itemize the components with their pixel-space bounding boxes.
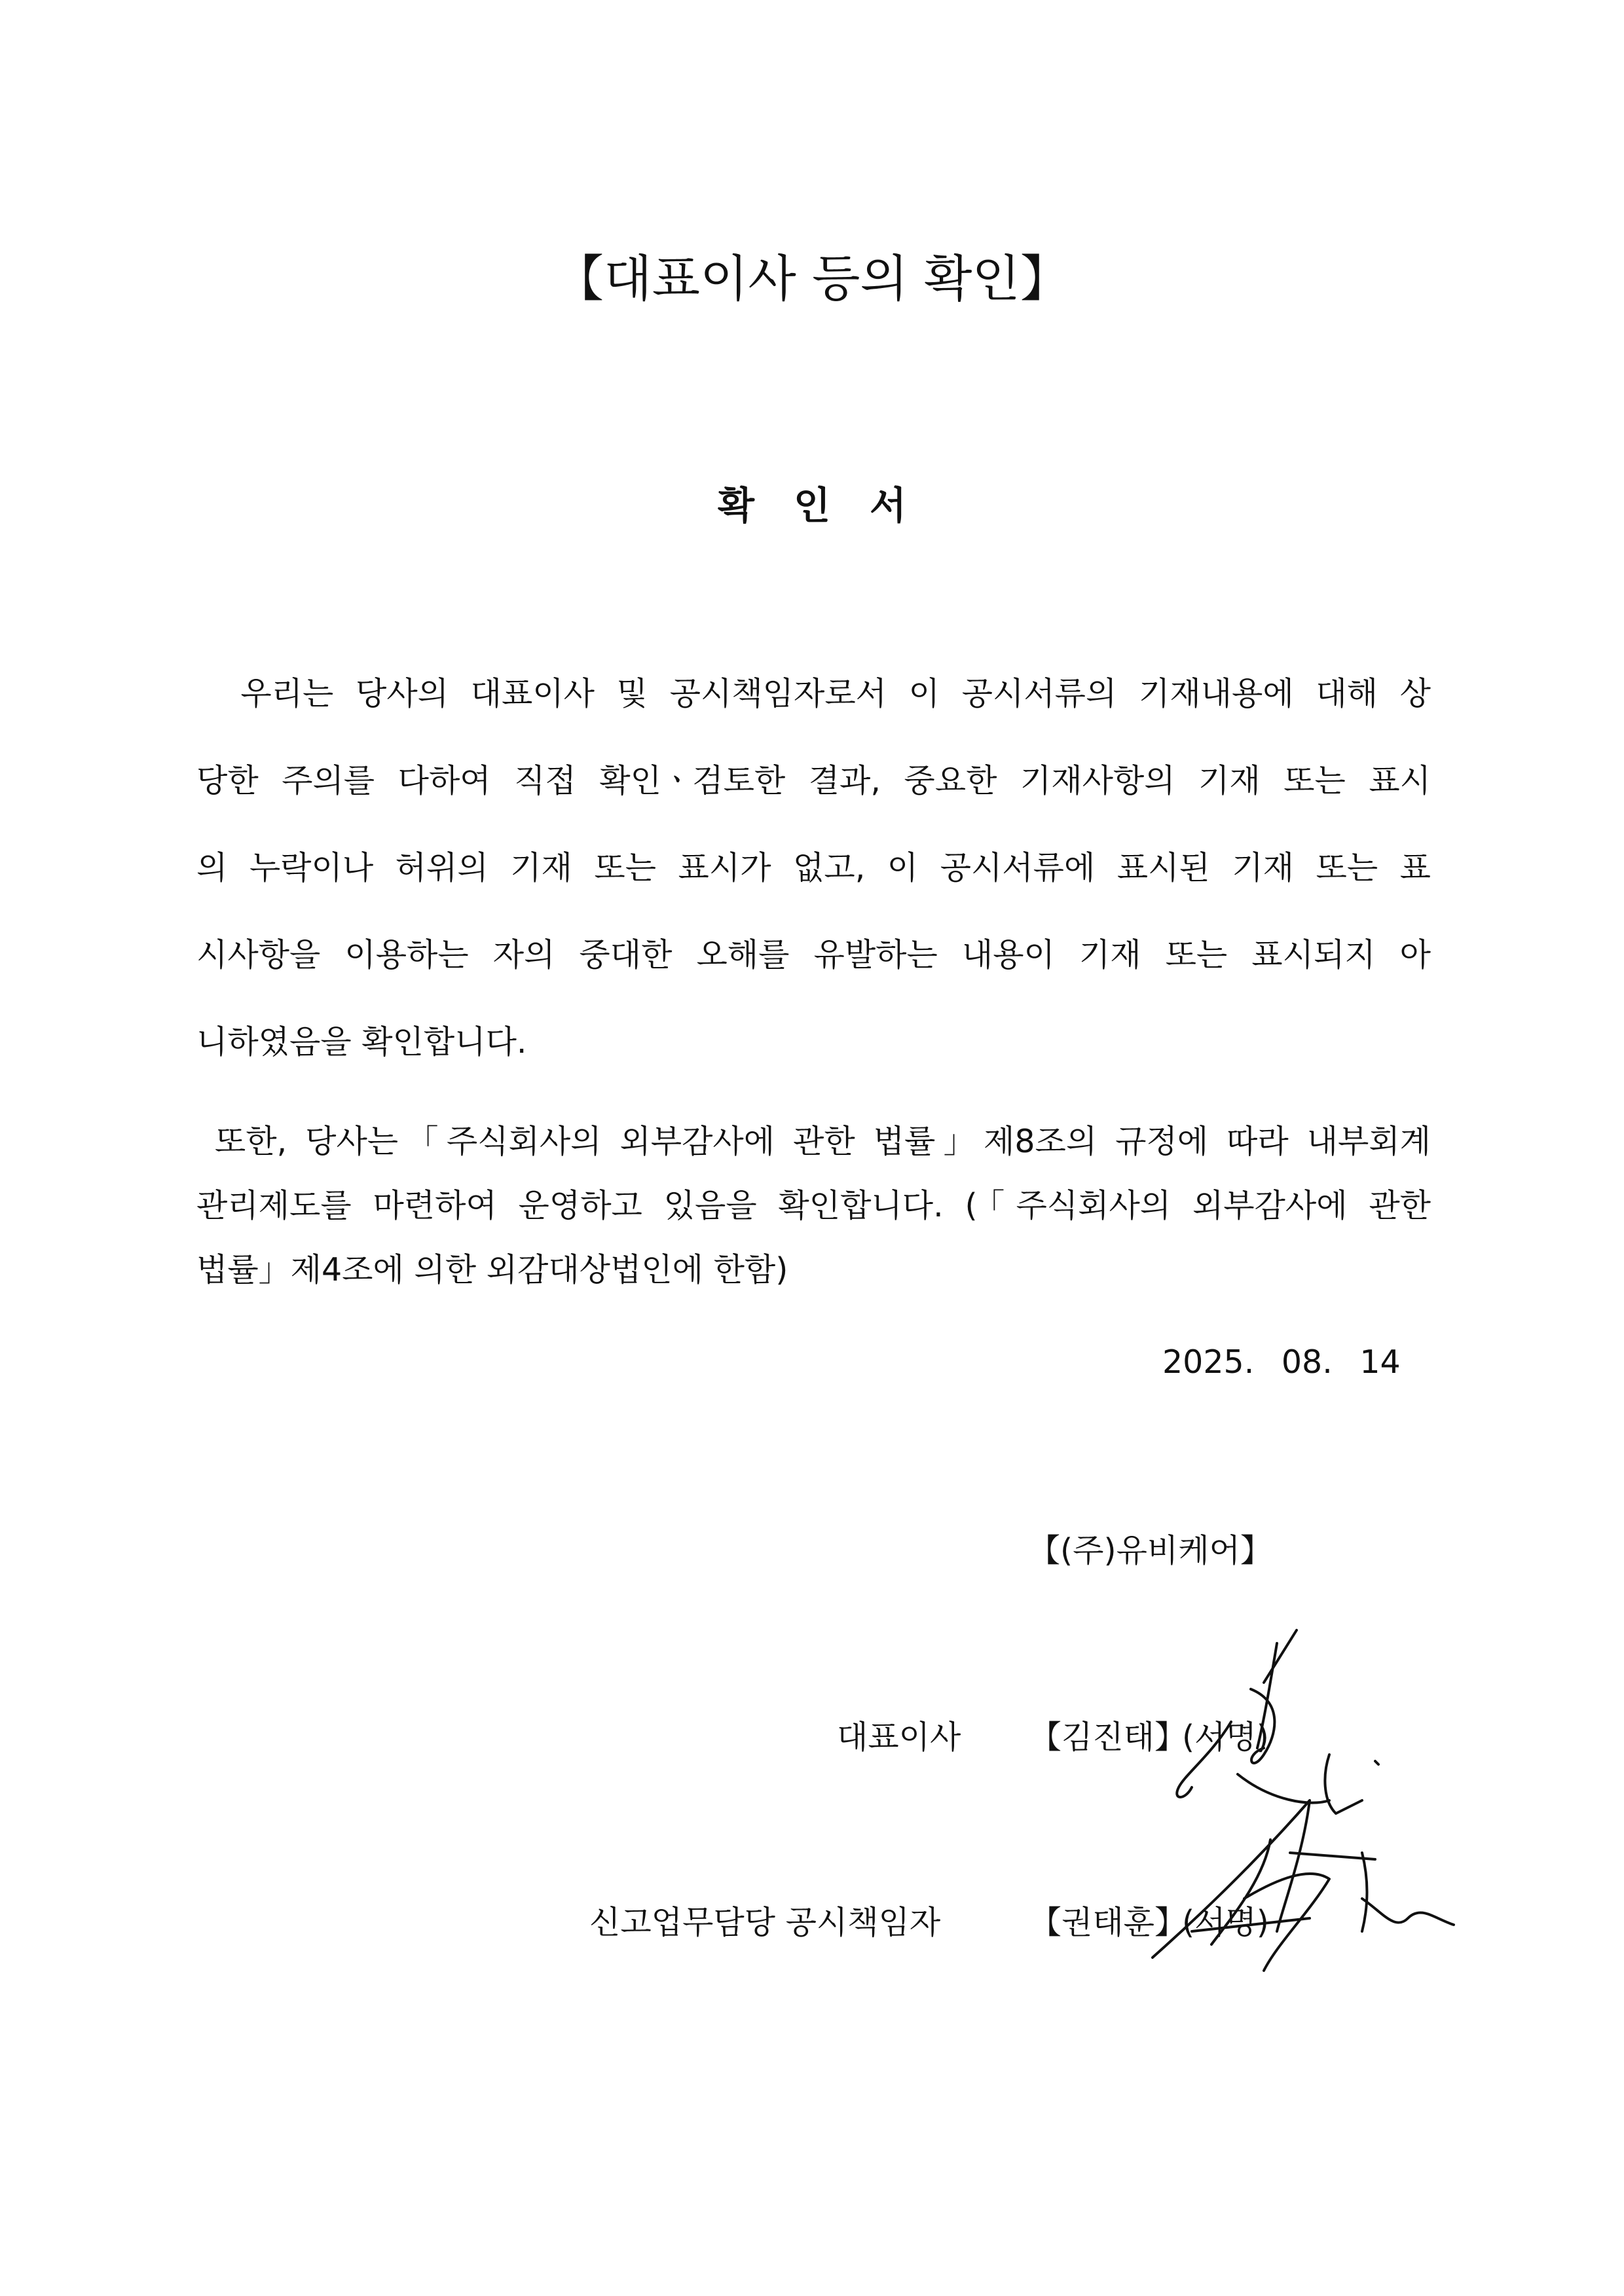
paragraph-line: 니하였음을 확인합니다. [196, 1023, 527, 1061]
paragraph-line: 시사항을 이용하는 자의 중대한 오해를 유발하는 내용이 기재 또는 표시되지 아 [196, 936, 1431, 974]
paragraph-line: 우리는 당사의 대표이사 및 공시책임자로서 이 공시서류의 기재내용에 대해 상 [196, 675, 1431, 712]
paragraph-line: 법률」제4조에 의한 외감대상법인에 한함) [196, 1251, 788, 1288]
officer-signature-stroke [1153, 1800, 1454, 1971]
handwritten-signatures [1113, 1604, 1480, 2010]
disclosure-officer-sign-label: (서명) [1182, 1904, 1269, 1941]
document-subtitle: 확인서 [717, 483, 946, 528]
ceo-signature-stroke [1177, 1630, 1378, 1813]
paragraph-line: 또한, 당사는「주식회사의 외부감사에 관한 법률」제8조의 규정에 따라 내부회계 [196, 1123, 1431, 1160]
document-title: 【대표이사 등의 확인】 [554, 249, 1070, 308]
disclosure-officer-role: 신고업무담당 공시책임자 [589, 1904, 941, 1941]
company-name: 【(주)유비케어】 [1028, 1532, 1272, 1569]
document-date: 2025. 08. 14 [1162, 1343, 1401, 1381]
ceo-role: 대표이사 [837, 1719, 961, 1756]
paragraph-line: 당한 주의를 다하여 직접 확인ㆍ검토한 결과, 중요한 기재사항의 기재 또는 표시 [196, 762, 1431, 799]
paragraph-line: 관리제도를 마련하여 운영하고 있음을 확인합니다. (「주식회사의 외부감사에 관한 [196, 1187, 1431, 1224]
ceo-name: 【김진태】 [1029, 1719, 1187, 1756]
disclosure-officer-name: 【권태훈】 [1029, 1904, 1187, 1941]
ceo-sign-label: (서명) [1182, 1719, 1269, 1756]
paragraph-line: 의 누락이나 허위의 기재 또는 표시가 없고, 이 공시서류에 표시된 기재 또는 표 [196, 849, 1431, 886]
